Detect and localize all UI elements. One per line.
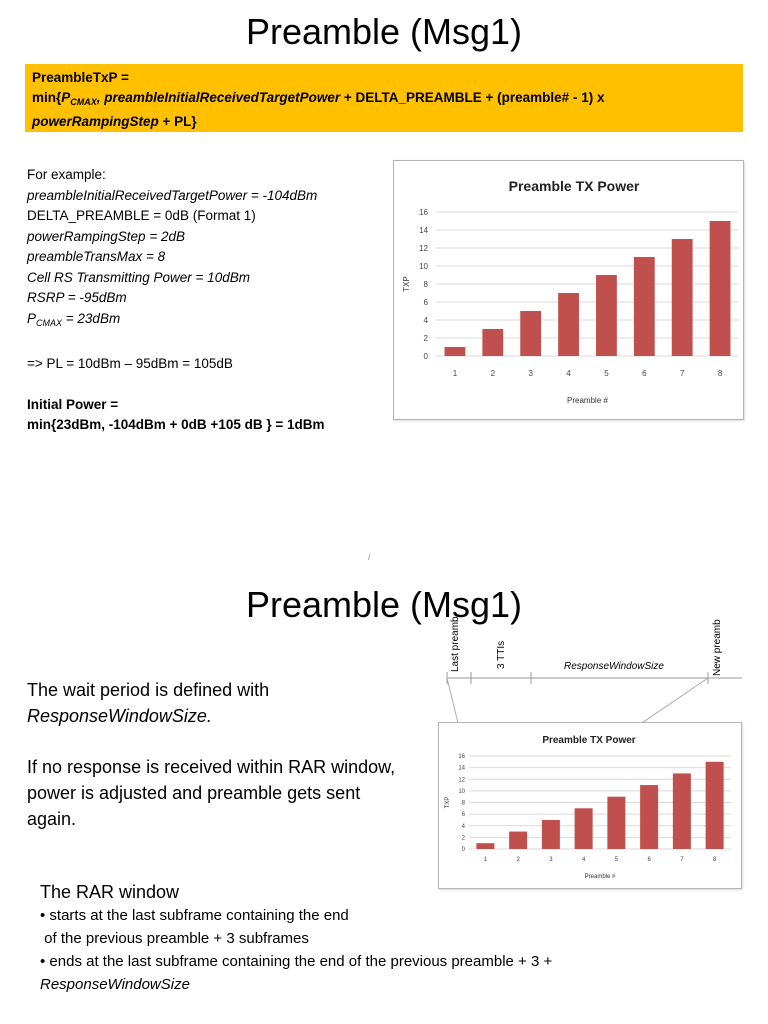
y-tick-label: 0 [461, 847, 465, 854]
y-tick-label: 6 [461, 812, 465, 819]
bar-preamble-6 [640, 785, 658, 849]
no-response-line2: power is adjusted and preamble gets sent [27, 783, 361, 803]
y-tick-label: 2 [423, 333, 428, 343]
rar-item-starts-2: of the previous preamble + 3 subframes [40, 930, 309, 947]
wait-period-paragraph [27, 677, 269, 729]
bar-preamble-7 [672, 239, 693, 356]
rar-heading: The RAR window [40, 882, 180, 902]
rar-item-ends-2: ResponseWindowSize [40, 976, 190, 993]
y-tick-label: 12 [419, 243, 428, 253]
y-axis-label: TXP [445, 796, 451, 809]
bar-preamble-2 [482, 329, 503, 356]
y-tick-label: 6 [423, 297, 428, 307]
x-tick-label: 7 [680, 857, 684, 863]
x-tick-label: 8 [717, 369, 723, 378]
bar-preamble-1 [476, 843, 494, 849]
y-axis-label: TXP [402, 276, 411, 292]
x-tick-label: 4 [581, 857, 586, 863]
y-tick-label: 16 [419, 207, 428, 217]
bar-preamble-5 [607, 797, 625, 849]
bar-preamble-6 [634, 257, 655, 356]
chart-title: Preamble TX Power [542, 735, 636, 746]
example-pcmax: $P_{CMAX} = 23dBm$ [27, 310, 121, 328]
wait-period-line2: ResponseWindowSize. [27, 706, 212, 726]
timeline-3-ttis: 3 TTIs [496, 640, 507, 669]
bar-preamble-4 [558, 293, 579, 356]
x-tick-label: 1 [483, 857, 488, 863]
y-tick-label: 10 [419, 261, 428, 271]
slide-separator: / [368, 552, 371, 562]
no-response-paragraph [27, 754, 395, 832]
x-tick-label: 4 [566, 369, 571, 378]
y-tick-label: 12 [458, 777, 465, 784]
y-tick-label: 14 [419, 225, 428, 235]
rar-item-ends-1: • ends at the last subframe containing the end of the previous preamble + 3 + [40, 953, 553, 970]
x-tick-label: 8 [712, 857, 717, 863]
example-trans: preambleTransMax = 8 [27, 249, 166, 264]
y-tick-label: 8 [461, 800, 465, 807]
example-pathloss: => PL = 10dBm – 95dBm = 105dB [27, 355, 233, 371]
slide1-title: Preamble (Msg1) [245, 11, 523, 52]
slide2-title: Preamble (Msg1) [245, 584, 523, 625]
x-axis-label: Preamble # [567, 396, 608, 405]
timeline-new-preamble: New preamb [712, 619, 723, 676]
no-response-line1: If no response is received within RAR window, [27, 757, 396, 777]
chart-1-frame [393, 160, 744, 420]
chart-title: Preamble TX Power [508, 178, 640, 194]
example-rs-power: Cell RS Transmitting Power = 10dBm [27, 269, 250, 285]
bar-preamble-2 [509, 832, 527, 849]
example-target: preambleInitialReceivedTargetPower = -104dBm [27, 187, 318, 203]
x-axis-label: Preamble # [584, 874, 616, 880]
bar-preamble-7 [673, 773, 691, 849]
x-tick-label: 7 [679, 369, 685, 378]
preamble-tx-power-chart-1 [394, 161, 743, 419]
example-delta: DELTA_PREAMBLE = 0dB (Format 1) [27, 208, 256, 223]
bar-preamble-3 [542, 820, 560, 849]
x-tick-label: 3 [549, 857, 553, 863]
formula-line3: powerRampingStep + PL} [32, 114, 197, 129]
x-tick-label: 3 [528, 369, 533, 378]
timeline-last-preamble: Last preamb [450, 616, 461, 672]
bar-preamble-5 [596, 275, 617, 356]
y-tick-label: 14 [458, 765, 465, 772]
bar-preamble-8 [710, 221, 731, 356]
x-tick-label: 5 [614, 857, 619, 863]
x-tick-label: 6 [642, 369, 647, 378]
preamble-tx-power-chart-2 [439, 723, 741, 888]
bar-preamble-3 [520, 311, 541, 356]
y-tick-label: 0 [423, 351, 428, 361]
example-block [27, 165, 387, 436]
bar-preamble-4 [575, 808, 593, 849]
y-tick-label: 10 [458, 788, 465, 795]
x-tick-label: 2 [490, 369, 496, 378]
y-tick-label: 4 [423, 315, 428, 325]
rar-window-block [40, 880, 760, 996]
example-heading: For example: [27, 167, 106, 182]
bar-preamble-1 [445, 347, 466, 356]
x-tick-label: 6 [647, 857, 651, 863]
x-tick-label: 1 [452, 369, 458, 378]
y-tick-label: 8 [423, 279, 428, 289]
bar-preamble-8 [706, 762, 724, 849]
timeline-response-window: ResponseWindowSize [564, 661, 664, 672]
initial-power-value: min{23dBm, -104dBm + 0dB +105 dB } = 1dBm [27, 417, 325, 432]
example-step: powerRampingStep = 2dB [27, 228, 185, 244]
x-tick-label: 2 [516, 857, 520, 863]
x-tick-label: 5 [604, 369, 609, 378]
wait-period-line1: The wait period is defined with [27, 680, 270, 700]
formula-line2: $\min\{P_{CMAX}$, preambleInitialReceivedTargetPower + DELTA_PREAMBLE + (preamble# - 1) x [32, 90, 605, 107]
initial-power-label: Initial Power = [27, 396, 119, 412]
chart-2-frame [438, 722, 742, 889]
y-tick-label: 16 [458, 754, 465, 761]
y-tick-label: 4 [461, 823, 465, 830]
example-rsrp: RSRP = -95dBm [27, 290, 127, 305]
no-response-line3: again. [27, 809, 77, 829]
formula-box [25, 64, 743, 132]
formula-line1: PreambleTxP = [32, 70, 129, 85]
y-tick-label: 2 [461, 835, 465, 842]
rar-item-starts-1: • starts at the last subframe containing the end [40, 907, 349, 924]
